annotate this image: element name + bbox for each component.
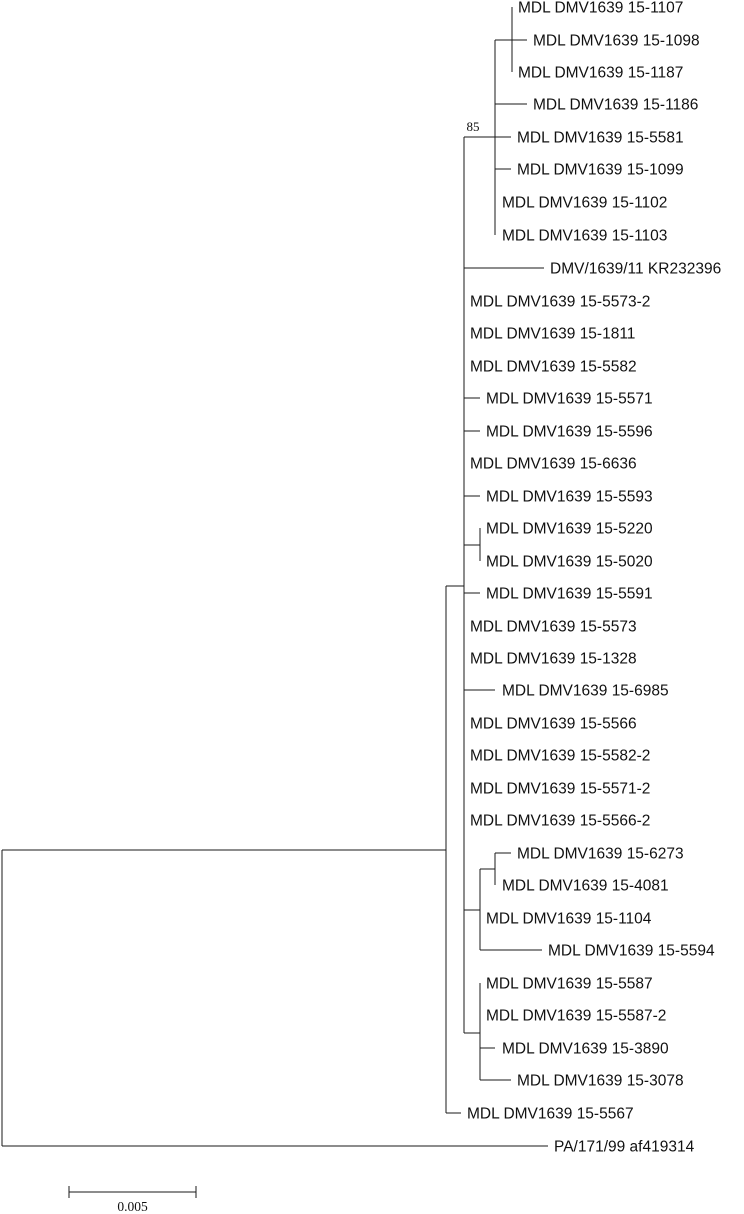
tip <box>470 748 650 765</box>
tip <box>2 1139 695 1156</box>
tip-group <box>2 0 721 1156</box>
tip-label: MDL DMV1639 15-5581 <box>517 129 684 147</box>
tip-label: MDL DMV1639 15-5582 <box>470 358 637 376</box>
tip-label: MDL DMV1639 15-5573-2 <box>470 293 651 311</box>
tip-label: MDL DMV1639 15-6636 <box>470 455 637 473</box>
tip-label: MDL DMV1639 15-1103 <box>502 227 668 245</box>
tip-label: MDL DMV1639 15-5566-2 <box>470 812 651 830</box>
tip-label: MDL DMV1639 15-5587 <box>486 975 653 993</box>
tip <box>470 456 637 473</box>
tip <box>470 716 637 733</box>
tip <box>486 1008 666 1025</box>
tip-label: MDL DMV1639 15-5571-2 <box>470 780 651 798</box>
tip-label: MDL DMV1639 15-5020 <box>486 553 653 571</box>
tip <box>502 878 669 895</box>
tip-label: MDL DMV1639 15-5587-2 <box>486 1007 667 1025</box>
tip-label: MDL DMV1639 15-1107 <box>518 0 684 17</box>
tip-label: MDL DMV1639 15-5593 <box>486 488 653 506</box>
tip <box>495 846 684 863</box>
tip <box>470 294 650 311</box>
tip-label: MDL DMV1639 15-1099 <box>517 161 684 179</box>
tip <box>512 33 700 50</box>
tip <box>486 554 653 571</box>
tip-label: MDL DMV1639 15-1102 <box>502 194 668 212</box>
tip <box>486 976 653 993</box>
tip <box>486 521 653 538</box>
tip <box>495 162 684 179</box>
tip-label: MDL DMV1639 15-4081 <box>502 877 669 895</box>
tip <box>470 326 635 343</box>
tip <box>518 0 683 17</box>
tip-label: MDL DMV1639 15-1328 <box>470 650 637 668</box>
tip <box>470 619 637 636</box>
tip-label: PA/171/99 af419314 <box>554 1138 695 1156</box>
tip-label: MDL DMV1639 15-5566 <box>470 715 637 733</box>
tip <box>470 651 637 668</box>
scale-bar <box>69 1186 196 1214</box>
tip-label: MDL DMV1639 15-3890 <box>502 1040 669 1058</box>
tip-label: MDL DMV1639 15-5571 <box>486 390 653 408</box>
tip <box>464 424 653 441</box>
tip-label: DMV/1639/11 KR232396 <box>550 260 722 278</box>
tip <box>446 1106 634 1123</box>
tip <box>502 195 667 212</box>
tip-label: MDL DMV1639 15-1098 <box>533 32 700 50</box>
tip <box>486 911 652 928</box>
internal-branches <box>2 7 512 1146</box>
tip-label: MDL DMV1639 15-5591 <box>486 585 653 603</box>
tip <box>495 130 684 147</box>
tip-label: MDL DMV1639 15-1811 <box>470 325 636 343</box>
bootstrap-value: 85 <box>466 119 480 134</box>
tip <box>464 489 653 506</box>
tip <box>470 813 650 830</box>
tip <box>464 586 653 603</box>
tip-label: MDL DMV1639 15-5567 <box>467 1105 634 1123</box>
tip-label: MDL DMV1639 15-1187 <box>518 64 684 82</box>
tip-label: MDL DMV1639 15-5573 <box>470 618 637 636</box>
bootstrap-labels <box>467 119 480 134</box>
scale-bar-label: 0.005 <box>117 1199 148 1214</box>
tip-label: MDL DMV1639 15-5220 <box>486 520 653 538</box>
tip <box>470 359 637 376</box>
tip-label: MDL DMV1639 15-5596 <box>486 423 653 441</box>
tip <box>518 65 683 82</box>
tip-label: MDL DMV1639 15-6273 <box>517 845 684 863</box>
tip-label: MDL DMV1639 15-3078 <box>517 1072 684 1090</box>
tip <box>480 943 715 960</box>
tip <box>502 228 667 245</box>
tip <box>480 1041 669 1058</box>
tip <box>464 391 653 408</box>
tip-label: MDL DMV1639 15-1104 <box>486 910 652 928</box>
tip <box>470 781 650 798</box>
tip-label: MDL DMV1639 15-5582-2 <box>470 747 651 765</box>
tip <box>495 97 698 114</box>
tip-label: MDL DMV1639 15-6985 <box>502 682 669 700</box>
tip <box>464 261 721 278</box>
tip <box>464 683 669 700</box>
tip-label: MDL DMV1639 15-5594 <box>548 942 715 960</box>
tip-label: MDL DMV1639 15-1186 <box>533 96 699 114</box>
tip <box>480 1073 684 1090</box>
